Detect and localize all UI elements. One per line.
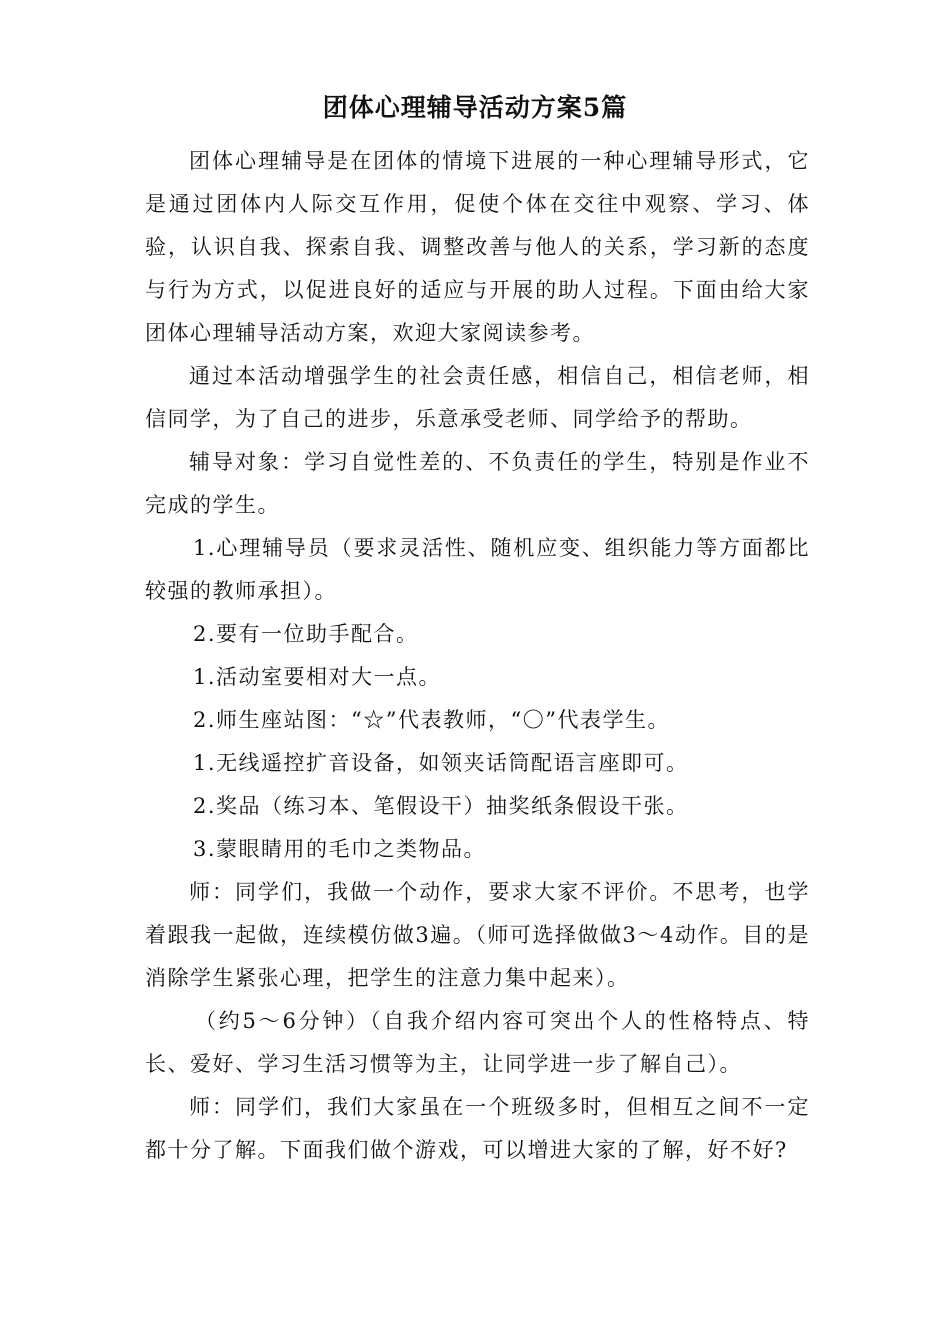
paragraph-target: 辅导对象：学习自觉性差的、不负责任的学生，特别是作业不完成的学生。 (145, 450, 810, 517)
paragraph-purpose: 通过本活动增强学生的社会责任感，相信自己，相信老师，相信同学，为了自己的进步，乐意承受老师、同学给予的帮助。 (145, 364, 810, 431)
paragraph-self-intro: （约5～6分钟）（自我介绍内容可突出个人的性格特点、特长、爱好、学习生活习惯等为主，让同学进一步了解自己）。 (145, 1009, 810, 1076)
list-item-room: 1.活动室要相对大一点。 (193, 665, 442, 689)
list-item-prizes: 2.奖品（练习本、笔假设干）抽奖纸条假设干张。 (193, 794, 689, 818)
list-item-towel: 3.蒙眼睛用的毛巾之类物品。 (193, 837, 487, 861)
list-item-counselor: 1.心理辅导员（要求灵活性、随机应变、组织能力等方面都比较强的教师承担）。 (145, 536, 810, 603)
document-body (145, 140, 810, 1172)
paragraph-game: 师：同学们，我们大家虽在一个班级多时，但相互之间不一定都十分了解。下面我们做个游戏，可以增进大家的了解，好不好? (145, 1095, 810, 1162)
paragraph-warmup: 师：同学们，我做一个动作，要求大家不评价。不思考，也学着跟我一起做，连续模仿做3遍。（师可选择做做3～4动作。目的是消除学生紧张心理，把学生的注意力集中起来）。 (145, 880, 810, 990)
list-item-audio: 1.无线遥控扩音设备，如领夹话筒配语言座即可。 (193, 751, 689, 775)
list-item-assistant: 2.要有一位助手配合。 (193, 622, 419, 646)
document-title: 团体心理辅导活动方案5篇 (322, 93, 628, 122)
list-item-seating: 2.师生座站图：“☆”代表教师，“〇”代表学生。 (193, 708, 670, 732)
paragraph-intro: 团体心理辅导是在团体的情境下进展的一种心理辅导形式，它是通过团体内人际交互作用，促使个体在交往中观察、学习、体验，认识自我、探索自我、调整改善与他人的关系，学习新的态度与行为方式，以促进良好的适应与开展的助人过程。下面由给大家团体心理辅导活动方案，欢迎大家阅读参考。 (145, 149, 810, 345)
